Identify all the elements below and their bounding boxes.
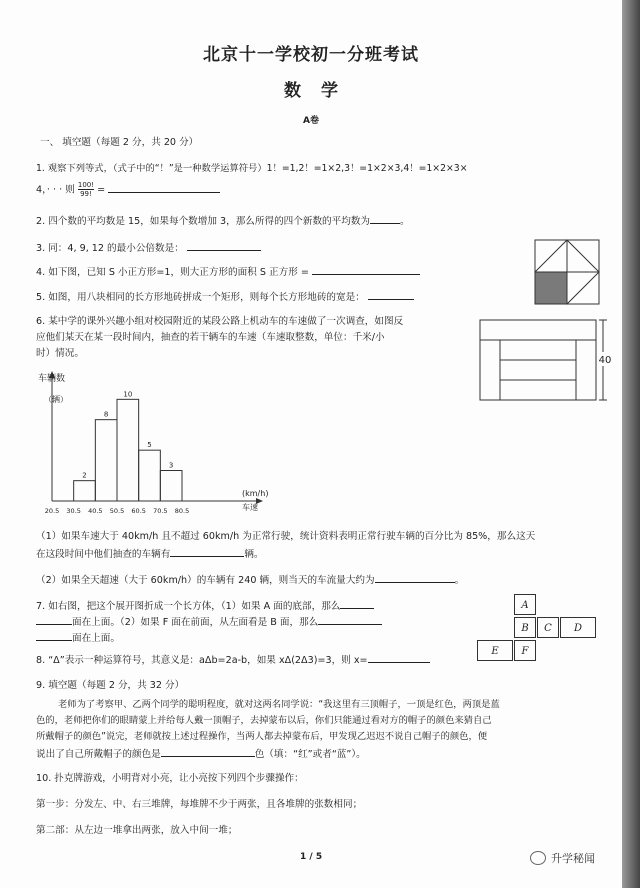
bar-value-label: 5 (147, 441, 152, 450)
q6-sub2-end: 。 (454, 575, 465, 586)
q9-answer-blank[interactable] (161, 746, 255, 757)
q6-sub2-answer-blank[interactable] (375, 572, 455, 583)
q4-answer-blank[interactable] (312, 264, 420, 275)
exam-title: 北京十一学校初一分班考试 (203, 45, 419, 65)
bar-value-label: 8 (103, 410, 109, 419)
q9-line4 (36, 746, 366, 761)
q7-line2-text: 面在上面。（2）如果 F 面在前面，从左面看是 B 面，那么 (72, 617, 319, 628)
net-cell-e: E (477, 640, 513, 661)
q4-square-figure (531, 238, 611, 308)
q1-answer-blank[interactable] (108, 182, 220, 193)
speed-histogram (30, 368, 280, 518)
q6-sub1-end: 辆。 (244, 549, 264, 560)
q1-frac-den: 99! (80, 190, 92, 198)
q10-step2: 第二部：从左边一堆拿出两张，放入中间一堆； (36, 825, 238, 836)
dimension-label: 40 (598, 355, 612, 366)
q6-sub1-question: 在这段时间中他们抽查的车辆有 (36, 549, 171, 560)
x-axis-label: 车速 (242, 503, 258, 512)
histogram-bar (74, 481, 96, 501)
q9-line1: 老师为了考察甲、乙两个同学的聪明程度，就对这两名同学说：“我这里有三顶帽子，一顶是红色，两顶是蓝 (58, 699, 500, 710)
q6-line1: 6. 某中学的课外兴趣小组对校园附近的某段公路上机动车的车速做了一次调查，如图反 (36, 316, 404, 327)
q8-answer-blank[interactable] (368, 652, 430, 663)
q7-blank4[interactable] (36, 630, 72, 641)
q4-text (36, 264, 420, 279)
x-tick-label: 70.5 (153, 507, 168, 515)
q9-end: 色（填：“红”或者“蓝”）。 (254, 749, 366, 760)
net-cell-c: C (537, 617, 559, 638)
x-tick-label: 40.5 (88, 507, 103, 515)
x-tick-label: 60.5 (131, 507, 146, 515)
q6-sub1-line2 (36, 546, 264, 561)
bar-value-label: 3 (168, 461, 174, 470)
q1-frac-num: 100! (77, 181, 95, 189)
q2-answer-blank[interactable] (370, 213, 400, 224)
page-number: 1 / 5 (300, 852, 323, 862)
x-tick-label: 50.5 (109, 507, 125, 515)
watermark (530, 850, 595, 866)
q1-line2 (36, 181, 220, 198)
q9-heading: 9. 填空题（每题 2 分，共 32 分） (36, 680, 185, 691)
q7-question: 7. 如右图，把这个展开图折成一个长方体，（1）如果 A 面的底部，那么 (36, 601, 341, 612)
histogram-bar (139, 450, 161, 501)
q10-step1: 第一步：分发左、中、右三堆牌，每堆牌不少于两张，且各堆牌的张数相同； (36, 799, 363, 810)
x-axis-unit: (km/h) (242, 489, 269, 498)
q5-tile-figure (479, 316, 614, 402)
q5-text (36, 289, 414, 304)
q2-question: 2. 四个数的平均数是 15，如果每个数增加 3，那么所得的四个新数的平均数为 (36, 216, 371, 227)
subject-heading: 数 学 (284, 81, 338, 101)
watermark-text: 升学秘闻 (551, 852, 595, 865)
q7-blank2[interactable] (36, 614, 72, 625)
q3-answer-blank[interactable] (187, 240, 261, 251)
q1-equals: = (97, 184, 106, 196)
y-axis-unit: （辆） (44, 395, 68, 404)
q5-question: 5. 如图，用八块相同的长方形地砖拼成一个矩形，则每个长方形地砖的宽是： (36, 292, 365, 303)
q3-question: 3. 同：4, 9, 12 的最小公倍数是： (36, 243, 184, 254)
q4-question: 4. 如下图，已知 S 小正方形=1，则大正方形的面积 S 正方形 = (36, 267, 309, 278)
histogram-bar (117, 399, 139, 501)
shaded-small-square (535, 272, 567, 304)
x-tick-label: 80.5 (174, 507, 190, 515)
q5-answer-blank[interactable] (368, 289, 414, 300)
histogram-bar (160, 471, 182, 502)
q1-lead: 4，· · · 则 (36, 184, 75, 196)
q9-line3: 所戴帽子的颜色”说完，老师就按上述过程操作，当两人都去掉蒙布后，甲发现乙迟迟不说自己帽子的颜色，便 (36, 731, 488, 742)
q10-heading: 10. 扑克牌游戏，小明背对小亮，让小亮按下列四个步骤操作： (36, 773, 304, 784)
q2-text (36, 213, 410, 228)
q6-sub2 (36, 572, 464, 587)
q8-question: 8. “Δ”表示一种运算符号，其意义是：aΔb=2a-b，如果 xΔ(2Δ3)=3，则 x= (36, 655, 368, 666)
net-cell-a: A (514, 594, 536, 615)
q3-text (36, 240, 261, 255)
section-label: A卷 (303, 116, 319, 126)
q6-sub1-answer-blank[interactable] (170, 546, 244, 557)
q7-blank1[interactable] (340, 598, 374, 609)
q2-end: 。 (400, 216, 410, 227)
y-axis-label: 车辆数 (38, 374, 66, 384)
net-cell-b: B (514, 617, 536, 638)
q8-text (36, 652, 430, 667)
bar-value-label: 2 (82, 471, 87, 480)
q6-sub2-question: （2）如果全天超速（大于 60km/h）的车辆有 240 辆，则当天的车流量大约为 (36, 575, 375, 586)
histogram-bar (95, 420, 117, 501)
x-tick-label: 30.5 (66, 507, 81, 515)
q9-question: 说出了自己所戴帽子的颜色是 (36, 749, 161, 760)
q6-line2: 应他们某天在某一段时间内，抽查的若干辆车的车速（车速取整数，单位：千米/小 (36, 332, 385, 343)
q7-line2 (36, 614, 382, 629)
q7-line1 (36, 598, 374, 613)
q6-sub1-line1: （1）如果车速大于 40km/h 且不超过 60km/h 为正常行驶，统计资料表明正常行驶车辆的百分比为 85%，那么这天 (36, 531, 536, 542)
q7-line3 (36, 630, 120, 645)
q7-blank3[interactable] (318, 614, 382, 625)
wechat-icon (530, 851, 546, 865)
q7-line3-text: 面在上面。 (72, 633, 120, 644)
q1-line1: 1. 观察下列等式，（式子中的“！”是一种数学运算符号）1！=1,2！=1×2,3！=1×2×3,4！=1×2×3× (36, 163, 468, 174)
q6-line3: 时）情况。 (36, 348, 84, 359)
bar-value-label: 10 (123, 390, 133, 399)
x-tick-label: 20.5 (44, 507, 60, 515)
q1-fraction (78, 181, 94, 198)
net-cell-f: F (514, 640, 536, 661)
part1-heading: 一、 填空题（每题 2 分，共 20 分） (40, 137, 199, 148)
q9-line2: 色的，老师把你们的眼睛蒙上并给每人戴一顶帽子，去掉蒙布以后，你们只能通过看对方的帽子的颜色来猜自己 (36, 715, 492, 726)
net-cell-d: D (560, 617, 596, 638)
page-edge-shadow (622, 0, 640, 888)
